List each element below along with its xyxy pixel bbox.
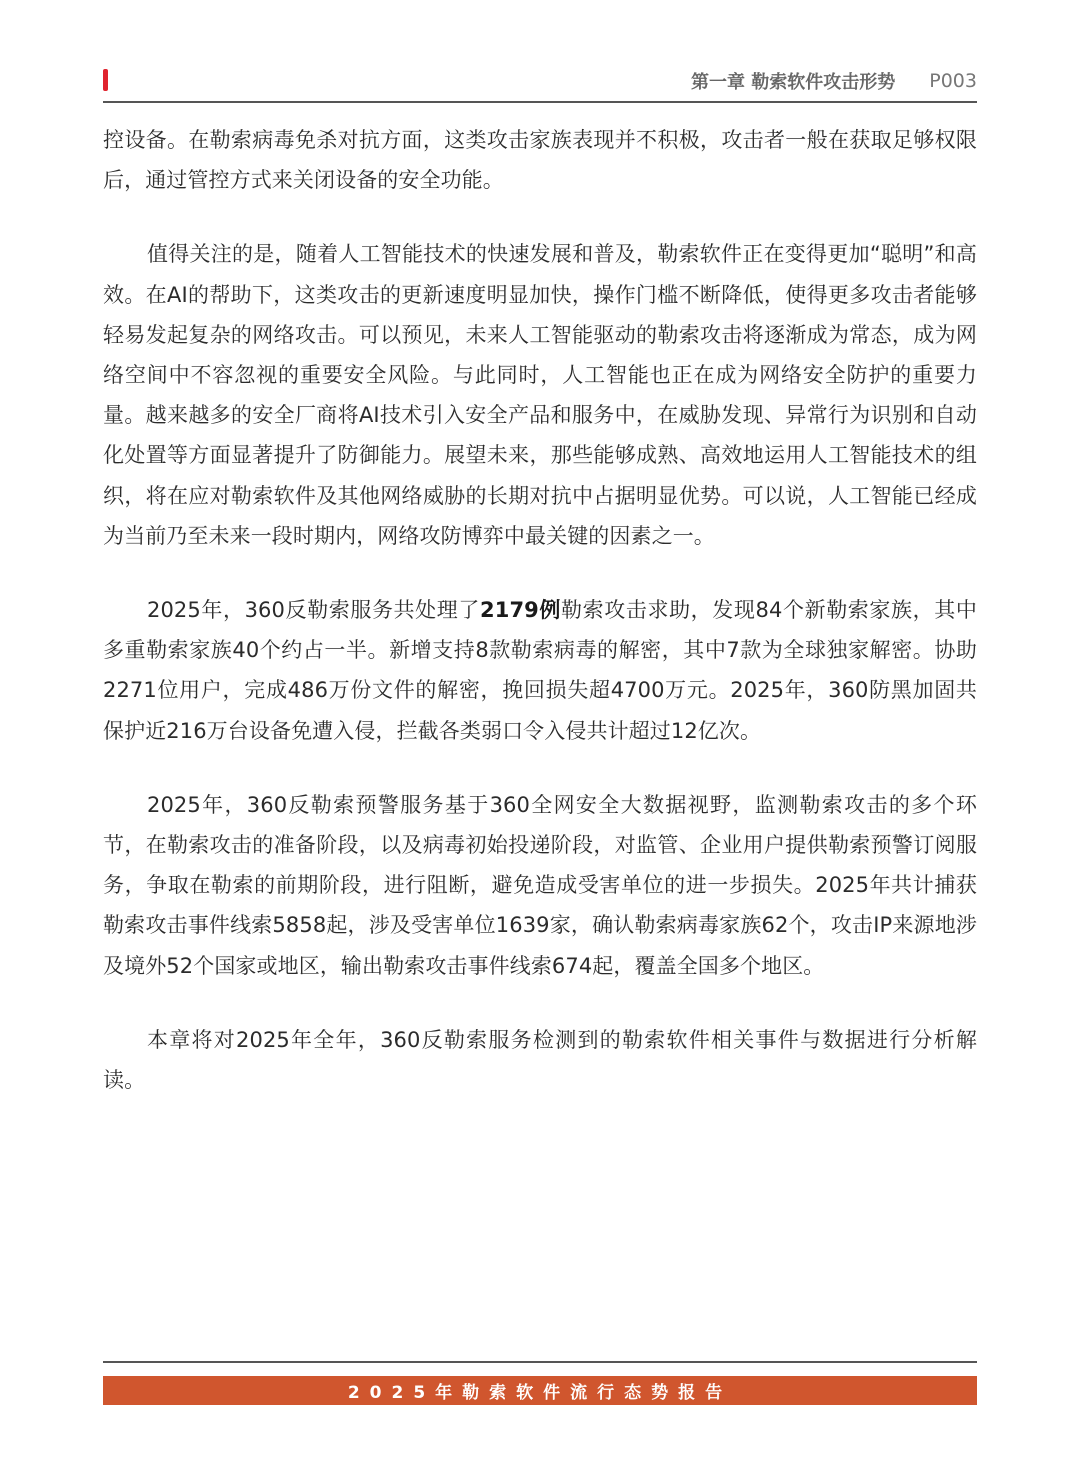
stats-text-start: 2025年，360反勒索服务共处理了 — [147, 598, 481, 623]
header-accent-bar — [103, 69, 108, 91]
paragraph-chapter-intro: 本章将对2025年全年，360反勒索服务检测到的勒索软件相关事件与数据进行分析解读。 — [103, 1027, 977, 1093]
page-header — [691, 68, 977, 94]
stats-text-end: 勒索攻击求助，发现84个新勒索家族，其中多重勒索家族40个约占一半。新增支持8款勒索病毒的解密，其中7款为全球独家解密。协助2271位用户，完成486万份文件的解密，挽回损失超4700万元。2025年，360防黑加固共保护近216万台设备免遭入侵，拦截各类弱口令入侵共计超过12亿次。 — [103, 598, 977, 743]
chapter-title: 第一章 勒索软件攻击形势 — [691, 72, 896, 93]
footer-band — [103, 1376, 977, 1405]
paragraph-ai-trend: 值得关注的是，随着人工智能技术的快速发展和普及，勒索软件正在变得更加“聪明”和高效。在AI的帮助下，这类攻击的更新速度明显加快，操作门槛不断降低，使得更多攻击者能够轻易发起复杂的网络攻击。可以预见，未来人工智能驱动的勒索攻击将逐渐成为常态，成为网络空间中不容忽视的重要安全风险。与此同时，人工智能也正在成为网络安全防护的重要力量。越来越多的安全厂商将AI技术引入安全产品和服务中，在威胁发现、异常行为识别和自动化处置等方面显著提升了防御能力。展望未来，那些能够成熟、高效地运用人工智能技术的组织，将在应对勒索软件及其他网络威胁的长期对抗中占据明显优势。可以说，人工智能已经成为当前乃至未来一段时期内，网络攻防博弈中最关键的因素之一。 — [103, 242, 977, 548]
paragraph-continuation: 控设备。在勒索病毒免杀对抗方面，这类攻击家族表现并不积极，攻击者一般在获取足够权限后，通过管控方式来关闭设备的安全功能。 — [103, 128, 977, 193]
report-title: 2025年勒索软件流行态势报告 — [347, 1383, 733, 1403]
paragraph-service-stats — [103, 590, 977, 751]
header-divider — [103, 101, 977, 103]
paragraph-warning-service: 2025年，360反勒索预警服务基于360全网安全大数据视野，监测勒索攻击的多个环节，在勒索攻击的准备阶段，以及病毒初始投递阶段，对监管、企业用户提供勒索预警订阅服务，争取在勒索的前期阶段，进行阻断，避免造成受害单位的进一步损失。2025年共计捕获勒索攻击事件线索5858起，涉及受害单位1639家，确认勒索病毒家族62个，攻击IP来源地涉及境外52个国家或地区，输出勒索攻击事件线索674起，覆盖全国多个地区。 — [103, 792, 977, 978]
footer-divider — [103, 1361, 977, 1363]
page-number: P003 — [929, 70, 977, 92]
body-text — [103, 120, 977, 1134]
stats-highlight: 2179例 — [480, 598, 561, 623]
